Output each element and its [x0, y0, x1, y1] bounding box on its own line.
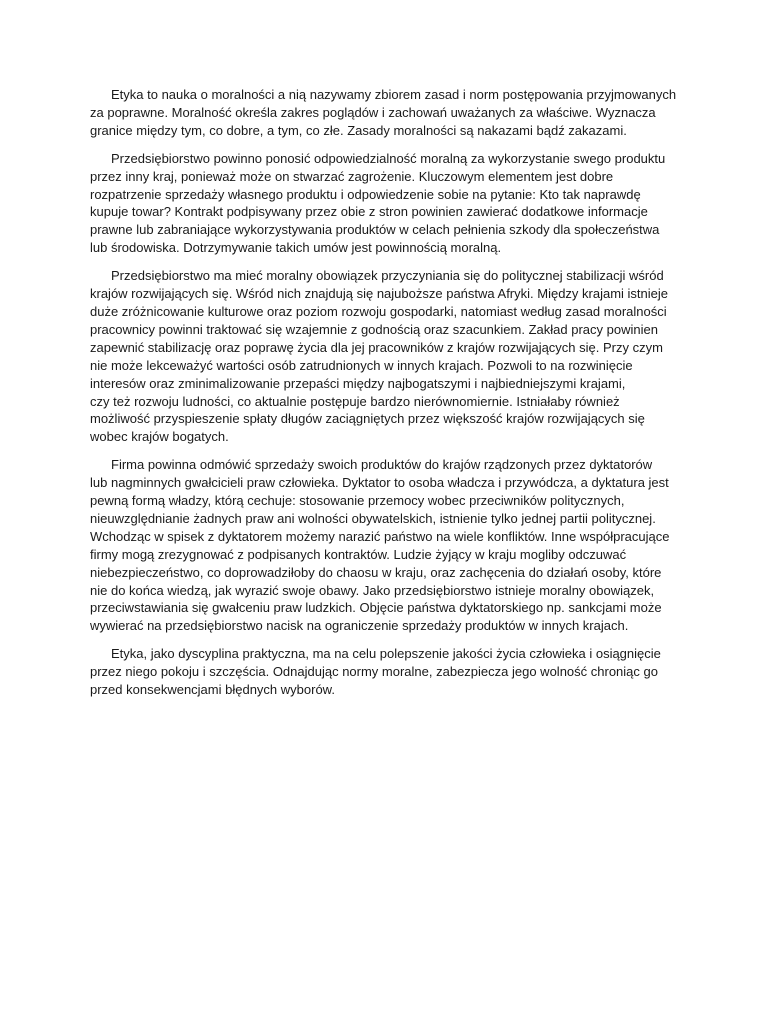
- text-line: Etyka, jako dyscyplina praktyczna, ma na celu polepszenie jakości życia człowieka i osiągnięcie: [111, 646, 661, 662]
- paragraph-developing-countries: [90, 267, 682, 446]
- text-line: granice między tym, co dobre, a tym, co złe. Zasady moralności są nakazami bądź zakazami.: [90, 122, 627, 138]
- text-line: nie do końca wiedzą, jak wyrazić swoje obawy. Jako przedsiębiorstwo istnieje moralny obowiązek,: [90, 582, 655, 598]
- text-line: Przedsiębiorstwo ma mieć moralny obowiązek przyczyniania się do politycznej stabilizacji wśród: [111, 268, 664, 284]
- text-line: przez niego pokoju i szczęścia. Odnajdując normy moralne, zabezpiecza jego wolność chroniąc go: [90, 664, 658, 680]
- text-line: kupuje towar? Kontrakt podpisywany przez obie z stron powinien zawierać dodatkowe informacje: [90, 204, 648, 220]
- text-line: przed konsekwencjami błędnych wyborów.: [90, 682, 335, 698]
- text-line: pewną formą władzy, którą cechuje: stosowanie przemocy wobec przeciwników politycznych,: [90, 493, 625, 509]
- text-line: zapewnić stabilizację oraz poprawę życia dla jej pracowników z krajów rozwijających się. Przy czym: [90, 339, 663, 355]
- text-line: rozpatrzenie sprzedaży własnego produktu i odpowiedzenie sobie na pytanie: Kto tak naprawdę: [90, 186, 641, 202]
- text-line: nie może lekceważyć wartości osób zatrudnionych w innych krajach. Pozwoli to na rozwinięcie: [90, 357, 633, 373]
- text-line: lub nagminnych gwałcicieli praw człowieka. Dyktator to osoba władcza i przywódcza, a dyktatura jest: [90, 475, 669, 491]
- text-line: za poprawne. Moralność określa zakres poglądów i zachowań uważanych za właściwe. Wyznacza: [90, 104, 656, 120]
- text-line: niebezpieczeństwo, co doprowadziłoby do chaosu w kraju, oraz zachęcenia do działań osoby, które: [90, 564, 662, 580]
- text-line: interesów oraz zminimalizowanie przepaści między najbogatszymi i najbiedniejszymi krajami,: [90, 375, 626, 391]
- text-line: krajów rozwijających się. Wśród nich znajdują się najuboższe państwa Afryki. Między krajami istnieje: [90, 286, 669, 302]
- text-line: przeciwstawiania się gwałceniu praw ludzkich. Objęcie państwa dyktatorskiego np. sankcjami może: [90, 600, 662, 616]
- text-line: firmy mogą zrezygnować z podpisanych kontraktów. Ludzie żyjący w kraju mogliby odczuwać: [90, 546, 627, 562]
- text-line: pracownicy powinni traktować się wzajemnie z godnością oraz szacunkiem. Zakład pracy powinien: [90, 321, 658, 337]
- paragraph-product-responsibility: [90, 150, 682, 257]
- document-page: [90, 86, 682, 709]
- text-line: Wchodząc w spisek z dyktatorem możemy narazić państwo na wiele konfliktów. Inne współpracujące: [90, 528, 670, 544]
- text-line: lub środowiska. Dotrzymywanie takich umów jest powinnością moralną.: [90, 240, 502, 256]
- text-line: możliwość przyspieszenie spłaty długów zaciągniętych przez większość krajów rozwijających się: [90, 411, 645, 427]
- paragraph-dictatorships: [90, 456, 682, 635]
- text-line: wywierać na przedsiębiorstwo nacisk na ograniczenie sprzedaży produktów w innych krajach.: [90, 618, 629, 634]
- text-line: czy też rozwoju ludności, co aktualnie postępuje bardzo nierównomiernie. Istniałaby również: [90, 393, 620, 409]
- text-line: nieuwzględnianie żadnych praw ani wolności obywatelskich, istnienie tylko jednej partii politycznej.: [90, 510, 656, 526]
- text-line: Firma powinna odmówić sprzedaży swoich produktów do krajów rządzonych przez dyktatorów: [111, 457, 653, 473]
- text-line: Przedsiębiorstwo powinno ponosić odpowiedzialność moralną za wykorzystanie swego produktu: [111, 150, 666, 166]
- text-line: Etyka to nauka o moralności a nią nazywamy zbiorem zasad i norm postępowania przyjmowanych: [111, 87, 677, 102]
- paragraph-conclusion: [90, 645, 682, 699]
- text-line: prawne lub zabraniające wykorzystywania produktów w celach pełnienia szkody dla społeczeństwa: [90, 222, 660, 238]
- text-line: wobec krajów bogatych.: [90, 429, 229, 445]
- text-line: duże zróżnicowanie kulturowe oraz poziom rozwoju gospodarki, natomiast według zasad moralności: [90, 303, 667, 319]
- text-line: przez inny kraj, ponieważ może on stwarzać zagrożenie. Kluczowym elementem jest dobre: [90, 168, 614, 184]
- paragraph-ethics-definition: [90, 86, 682, 140]
